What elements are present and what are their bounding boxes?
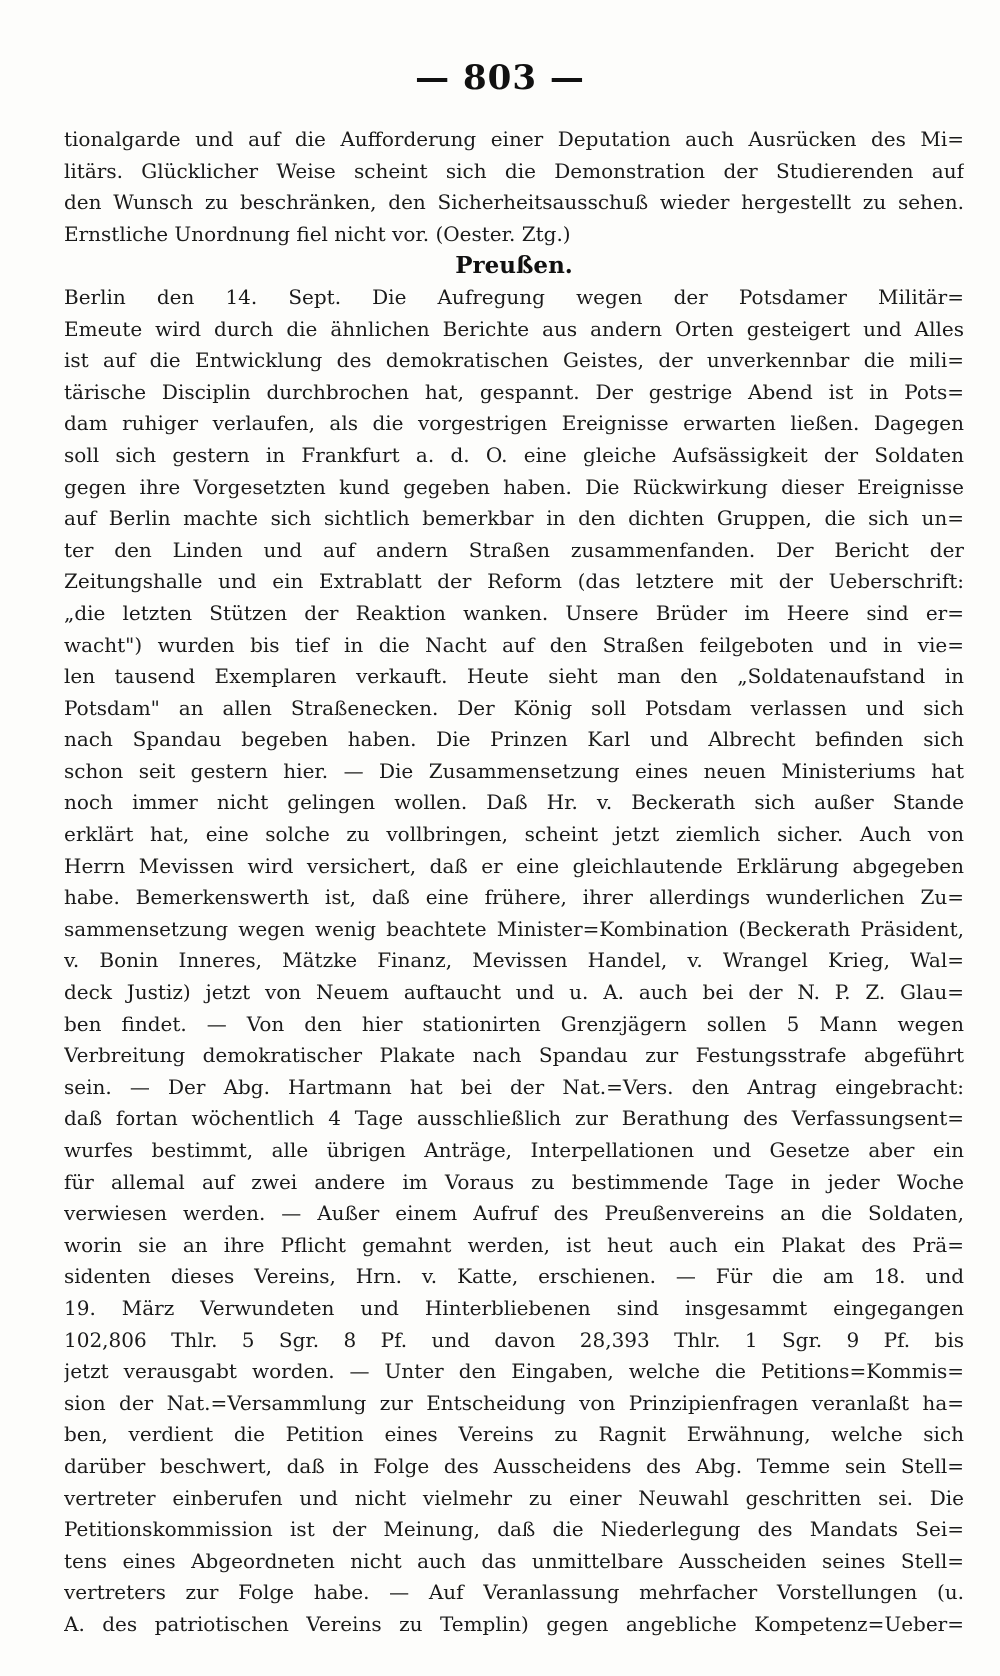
- text-line: v. Bonin Inneres, Mätzke Finanz, Mevissen Handel, v. Wrangel Krieg, Wal=: [64, 948, 964, 973]
- text-line: soll sich gestern in Frankfurt a. d. O. eine gleiche Aufsässigkeit der Soldaten: [64, 442, 964, 467]
- text-line: len tausend Exemplaren verkauft. Heute sieht man den „Soldatenaufstand in: [64, 664, 964, 689]
- text-line: 102,806 Thlr. 5 Sgr. 8 Pf. und davon 28,393 Thlr. 1 Sgr. 9 Pf. bis: [64, 1327, 964, 1352]
- text-line: sein. — Der Abg. Hartmann hat bei der Nat.=Vers. den Antrag eingebracht:: [64, 1074, 964, 1099]
- text-line: 19. März Verwundeten und Hinterbliebenen sind insgesammt eingegangen: [64, 1295, 964, 1320]
- text-line: ist auf die Entwicklung des demokratischen Geistes, der unverkennbar die mili=: [64, 348, 964, 373]
- text-line: jetzt verausgabt worden. — Unter den Eingaben, welche die Petitions=Kommis=: [64, 1359, 964, 1384]
- text-line: ben findet. — Von den hier stationirten Grenzjägern sollen 5 Mann wegen: [64, 1011, 964, 1036]
- text-line: ter den Linden und auf andern Straßen zusammenfanden. Der Bericht der: [64, 537, 964, 562]
- text-line: Berlin den 14. Sept. Die Aufregung wegen der Potsdamer Militär=: [64, 284, 964, 309]
- text-line: Herrn Mevissen wird versichert, daß er eine gleichlautende Erklärung abgegeben: [64, 853, 964, 878]
- text-line: vertreters zur Folge habe. — Auf Veranlassung mehrfacher Vorstellungen (u.: [64, 1580, 964, 1605]
- text-line: tärische Disciplin durchbrochen hat, gespannt. Der gestrige Abend ist in Pots=: [64, 379, 964, 404]
- text-line: erklärt hat, eine solche zu vollbringen, scheint jetzt ziemlich sicher. Auch von: [64, 822, 964, 847]
- text-line: nach Spandau begeben haben. Die Prinzen Karl und Albrecht befinden sich: [64, 727, 964, 752]
- text-line: deck Justiz) jetzt von Neuem auftaucht und u. A. auch bei der N. P. Z. Glau=: [64, 980, 964, 1005]
- text-line: sidenten dieses Vereins, Hrn. v. Katte, erschienen. — Für die am 18. und: [64, 1264, 964, 1289]
- text-line: A. des patriotischen Vereins zu Templin) gegen angebliche Kompetenz=Ueber=: [64, 1611, 964, 1636]
- text-line: ben, verdient die Petition eines Vereins zu Ragnit Erwähnung, welche sich: [64, 1422, 964, 1447]
- text-line: gegen ihre Vorgesetzten kund gegeben haben. Die Rückwirkung dieser Ereignisse: [64, 474, 964, 499]
- text-line: wurfes bestimmt, alle übrigen Anträge, Interpellationen und Gesetze aber ein: [64, 1138, 964, 1162]
- text-line: wacht") wurden bis tief in die Nacht auf den Straßen feilgeboten und in vie=: [64, 632, 964, 657]
- text-line: Potsdam" an allen Straßenecken. Der König soll Potsdam verlassen und sich: [64, 695, 964, 720]
- text-line: Emeute wird durch die ähnlichen Berichte aus andern Orten gesteigert und Alles: [64, 316, 964, 341]
- text-line: verwiesen werden. — Außer einem Aufruf des Preußenvereins an die Soldaten,: [64, 1201, 964, 1226]
- text-line: sion der Nat.=Versammlung zur Entscheidung von Prinzipienfragen veranlaßt ha=: [64, 1390, 964, 1415]
- text-line: Petitionskommission ist der Meinung, daß die Niederlegung des Mandats Sei=: [64, 1517, 964, 1542]
- text-line: Verbreitung demokratischer Plakate nach Spandau zur Festungsstrafe abgeführt: [64, 1043, 964, 1068]
- text-line: schon seit gestern hier. — Die Zusammensetzung eines neuen Ministeriums hat: [64, 758, 964, 783]
- text-line: litärs. Glücklicher Weise scheint sich die Demonstration der Studierenden auf: [64, 158, 964, 183]
- text-line: für allemal auf zwei andere im Voraus zu bestimmende Tage in jeder Woche: [64, 1169, 964, 1194]
- text-line: darüber beschwert, daß in Folge des Ausscheidens des Abg. Temme sein Stell=: [64, 1453, 964, 1478]
- text-line: tionalgarde und auf die Aufforderung einer Deputation auch Ausrücken des Mi=: [64, 127, 964, 151]
- text-column: [64, 124, 964, 1641]
- text-line: vertreter einberufen und nicht vielmehr zu einer Neuwahl geschritten sei. Die: [64, 1485, 964, 1510]
- text-line: dam ruhiger verlaufen, als die vorgestrigen Ereignisse erwarten ließen. Dagegen: [64, 411, 964, 436]
- text-line: auf Berlin machte sich sichtlich bemerkbar in den dichten Gruppen, die sich un=: [64, 506, 964, 531]
- text-line: daß fortan wöchentlich 4 Tage ausschließlich zur Berathung des Verfassungsent=: [64, 1106, 964, 1131]
- text-line: tens eines Abgeordneten nicht auch das unmittelbare Ausscheiden seines Stell=: [64, 1548, 964, 1573]
- text-line: sammensetzung wegen wenig beachtete Minister=Kombination (Beckerath Präsident,: [64, 916, 964, 941]
- text-line: habe. Bemerkenswerth ist, daß eine frühere, ihrer allerdings wunderlichen Zu=: [64, 885, 964, 910]
- text-line: „die letzten Stützen der Reaktion wanken. Unsere Brüder im Heere sind er=: [64, 600, 964, 625]
- text-line: worin sie an ihre Pflicht gemahnt werden, ist heut auch ein Plakat des Prä=: [64, 1232, 964, 1257]
- text-line: den Wunsch zu beschränken, den Sicherheitsausschuß wieder hergestellt zu sehen.: [64, 190, 964, 215]
- page-number: — 803 —: [415, 58, 585, 98]
- text-line: noch immer nicht gelingen wollen. Daß Hr. v. Beckerath sich außer Stande: [64, 790, 964, 815]
- text-line: Zeitungshalle und ein Extrablatt der Reform (das letztere mit der Ueberschrift:: [64, 569, 964, 594]
- section-heading: Preußen.: [455, 252, 573, 280]
- text-line: Ernstliche Unordnung fiel nicht vor. (Oester. Ztg.): [64, 221, 571, 246]
